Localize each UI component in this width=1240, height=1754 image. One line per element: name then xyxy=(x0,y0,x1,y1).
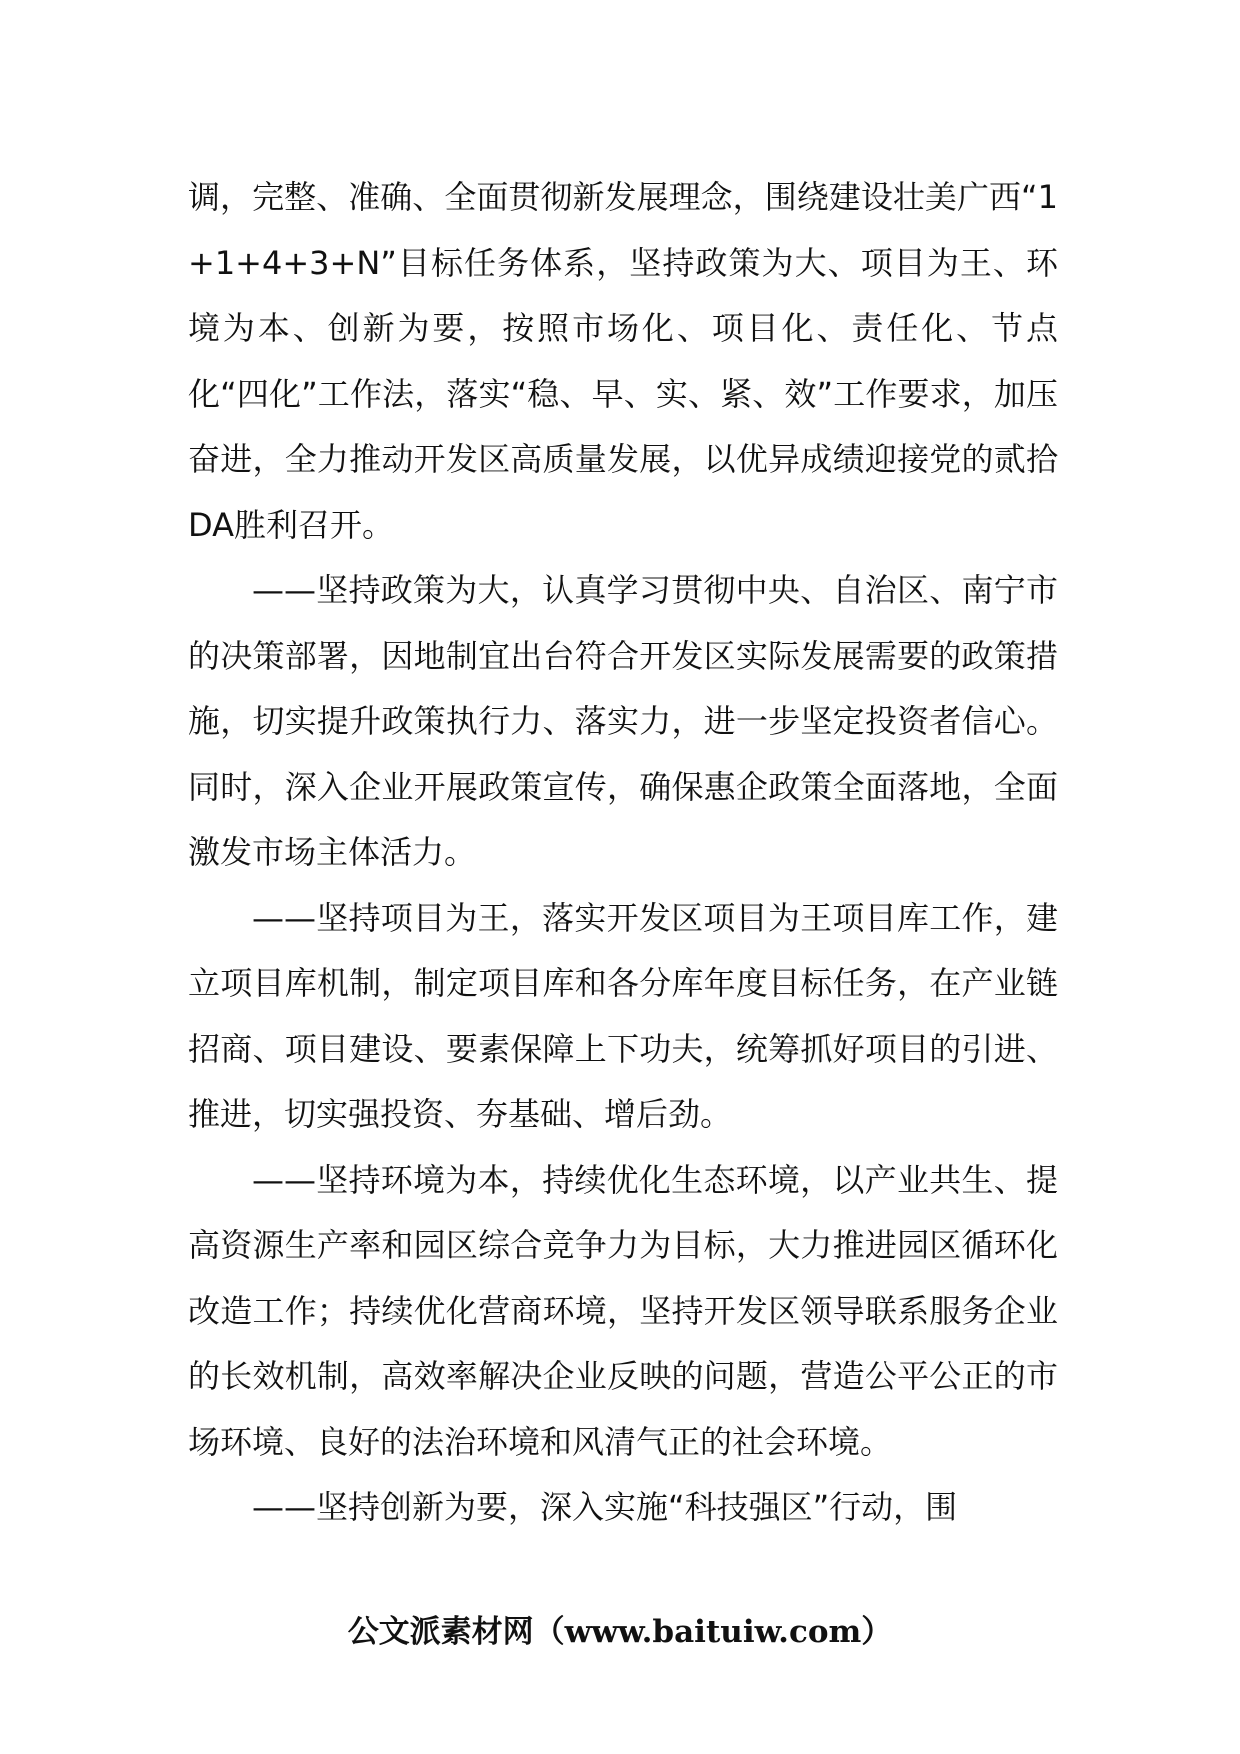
page-footer-watermark: 公文派素材网（www.baituiw.com） xyxy=(347,1614,893,1650)
paragraph-innovation: ——坚持创新为要，深入实施“科技强区”行动，围 xyxy=(252,1488,958,1526)
document-body xyxy=(188,165,1058,1541)
paragraph-environment: ——坚持环境为本，持续优化生态环境，以产业共生、提高资源生产率和园区综合竞争力为目标，大力推进园区循环化改造工作；持续优化营商环境，坚持开发区领导联系服务企业的长效机制，高效率解决企业反映的问题，营造公平公正的市场环境、良好的法治环境和风清气正的社会环境。 xyxy=(188,1160,1058,1461)
paragraph-project: ——坚持项目为王，落实开发区项目为王项目库工作，建立项目库机制，制定项目库和各分库年度目标任务，在产业链招商、项目建设、要素保障上下功夫，统筹抓好项目的引进、推进，切实强投资、夯基础、增后劲。 xyxy=(188,898,1058,1133)
paragraph-policy: ——坚持政策为大，认真学习贯彻中央、自治区、南宁市的决策部署，因地制宜出台符合开发区实际发展需要的政策措施，切实提升政策执行力、落实力，进一步坚定投资者信心。同时，深入企业开展政策宣传，确保惠企政策全面落地，全面激发市场主体活力。 xyxy=(188,571,1058,871)
paragraph-intro: 调，完整、准确、全面贯彻新发展理念，围绕建设壮美广西“1+1+4+3+N”目标任务体系，坚持政策为大、项目为王、环境为本、创新为要，按照市场化、项目化、责任化、节点化“四化”工作法，落实“稳、早、实、紧、效”工作要求，加压奋进，全力推动开发区高质量发展，以优异成绩迎接党的贰拾DA胜利召开。 xyxy=(188,178,1058,544)
